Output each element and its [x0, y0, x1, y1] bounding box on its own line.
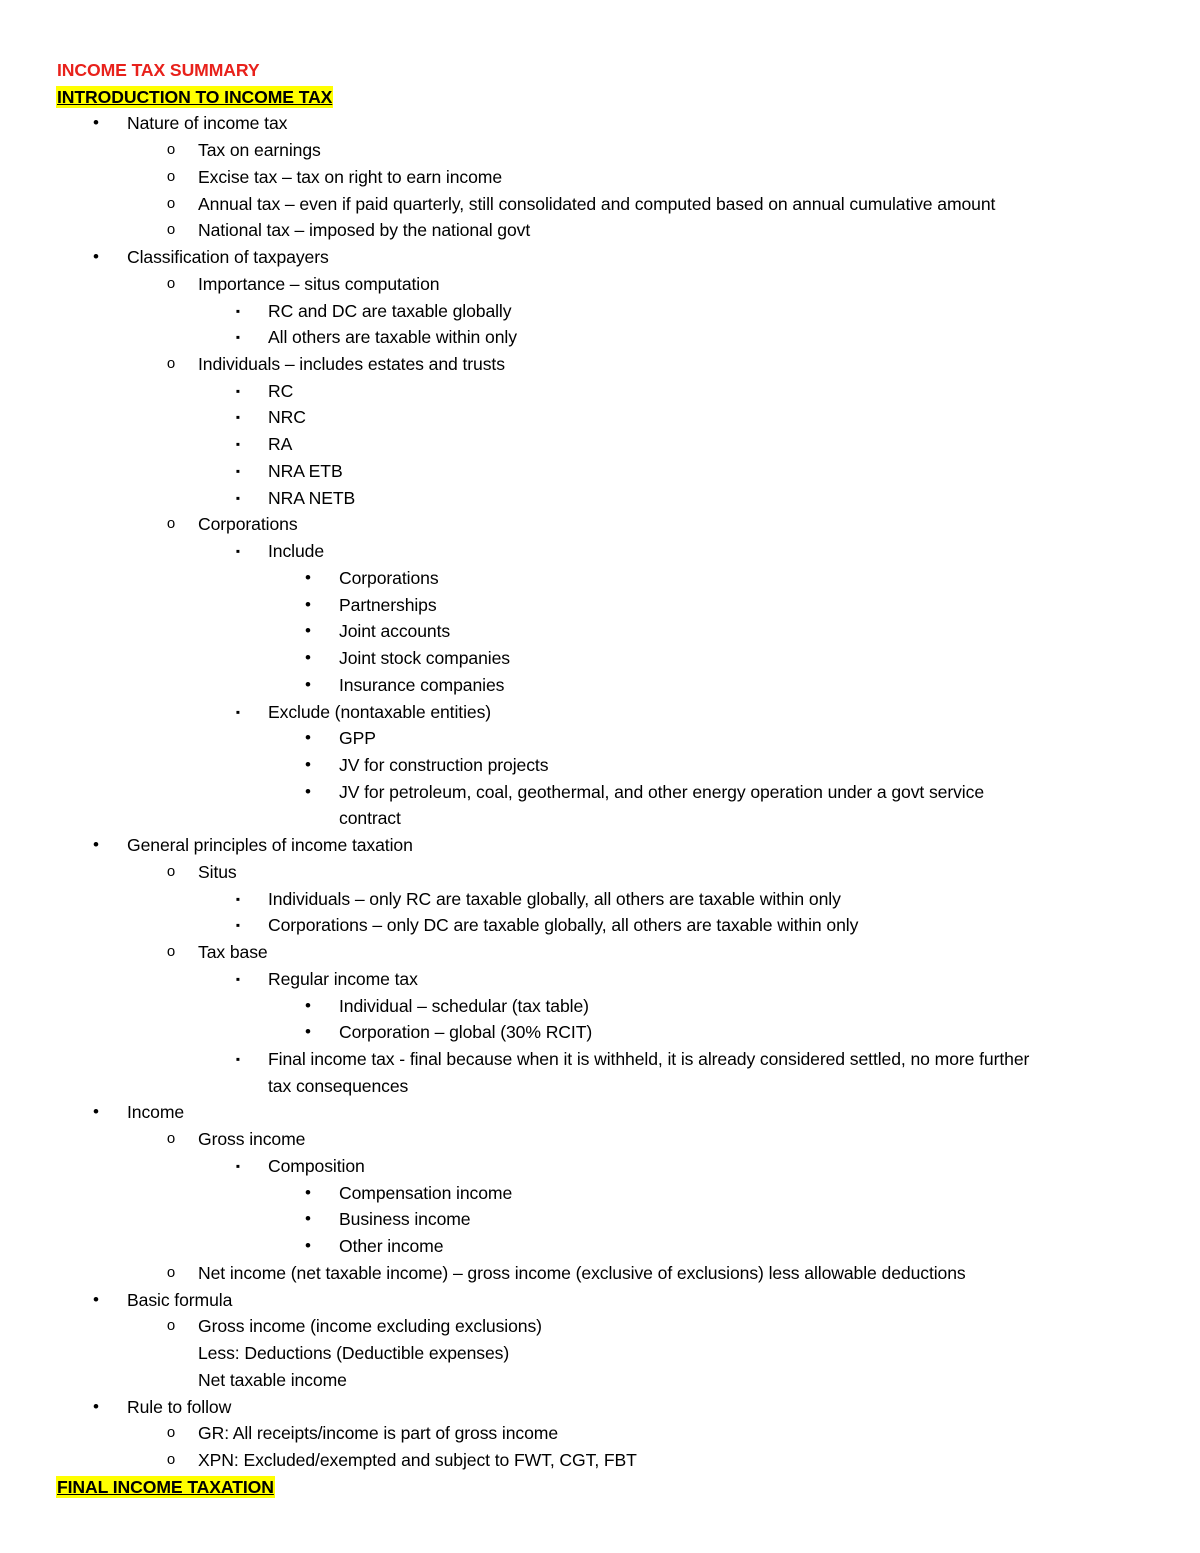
- list-bullet: •: [305, 674, 311, 694]
- list-item-text: Individuals – includes estates and trusts: [198, 354, 505, 375]
- list-item-text: Compensation income: [339, 1182, 513, 1203]
- list-item-text: National tax – imposed by the national govt: [198, 220, 531, 241]
- list-bullet: ▪: [235, 383, 241, 398]
- list-bullet: •: [93, 835, 99, 855]
- section-heading: FINAL INCOME TAXATION: [57, 1476, 274, 1497]
- list-bullet: •: [305, 754, 311, 774]
- list-bullet: o: [166, 221, 176, 239]
- list-item-text: contract: [339, 808, 401, 829]
- list-bullet: ▪: [235, 544, 241, 559]
- list-bullet: •: [305, 1022, 311, 1042]
- list-item-text: RA: [268, 434, 293, 455]
- list-bullet: o: [166, 194, 176, 212]
- list-item-text: Partnerships: [339, 594, 437, 615]
- list-item-text: Regular income tax: [268, 968, 418, 989]
- list-bullet: ▪: [235, 1158, 241, 1173]
- list-item-text: Other income: [339, 1236, 444, 1257]
- list-item-text: Situs: [198, 861, 237, 882]
- list-bullet: •: [93, 1102, 99, 1122]
- list-item-text: RC: [268, 380, 294, 401]
- list-bullet: •: [305, 1182, 311, 1202]
- list-bullet: •: [93, 247, 99, 267]
- list-bullet: o: [166, 1424, 176, 1442]
- list-item-text: GR: All receipts/income is part of gross income: [198, 1423, 559, 1444]
- list-item-text: GPP: [339, 728, 376, 749]
- list-item-text: Individual – schedular (tax table): [339, 995, 589, 1016]
- list-bullet: •: [305, 648, 311, 668]
- list-item-text: Classification of taxpayers: [127, 247, 329, 268]
- list-item-text: Final income tax - final because when it is withheld, it is already considered settled, no more further: [268, 1049, 1030, 1069]
- list-item-text: Tax on earnings: [198, 140, 321, 161]
- list-bullet: ▪: [235, 410, 241, 425]
- list-item-text: Business income: [339, 1209, 471, 1230]
- list-bullet: •: [305, 594, 311, 614]
- list-item-text: Tax base: [198, 942, 268, 963]
- list-item-text: Annual tax – even if paid quarterly, still consolidated and computed based on annual cumulative amount: [198, 193, 996, 214]
- list-bullet: ▪: [235, 303, 241, 318]
- list-item-text: RC and DC are taxable globally: [268, 300, 512, 321]
- list-bullet: ▪: [235, 1052, 241, 1066]
- list-item-text: Income: [127, 1102, 185, 1123]
- list-item-text: Less: Deductions (Deductible expenses): [198, 1343, 510, 1364]
- list-item-text: Joint stock companies: [339, 648, 510, 669]
- list-item-text: NRA NETB: [268, 487, 356, 508]
- list-bullet: •: [305, 621, 311, 641]
- list-bullet: ▪: [235, 918, 241, 933]
- list-item-text: Corporation – global (30% RCIT): [339, 1022, 593, 1043]
- list-item-text: Nature of income tax: [127, 113, 288, 134]
- list-item-text: Basic formula: [127, 1289, 233, 1310]
- list-bullet: •: [93, 1289, 99, 1309]
- list-item-text: Include: [268, 541, 325, 562]
- list-item-text: JV for construction projects: [339, 754, 549, 775]
- list-item-text: Individuals – only RC are taxable globally, all others are taxable within only: [268, 888, 841, 909]
- list-bullet: o: [166, 1130, 176, 1148]
- list-bullet: o: [166, 943, 176, 961]
- list-item-text: NRA ETB: [268, 460, 343, 481]
- list-bullet: o: [166, 1263, 176, 1281]
- list-bullet: •: [305, 728, 311, 748]
- list-bullet: o: [166, 141, 176, 159]
- list-bullet: •: [305, 1236, 311, 1256]
- list-item-text: Corporations: [198, 514, 298, 535]
- list-item-text: Importance – situs computation: [198, 273, 440, 294]
- list-bullet: o: [166, 167, 176, 185]
- list-item-text: Corporations – only DC are taxable globally, all others are taxable within only: [268, 915, 859, 936]
- list-bullet: •: [305, 995, 311, 1015]
- document-title: INCOME TAX SUMMARY: [57, 60, 260, 80]
- list-item-text: JV for petroleum, coal, geothermal, and other energy operation under a govt service: [339, 781, 984, 802]
- list-bullet: ▪: [235, 971, 241, 986]
- list-bullet: o: [166, 1317, 176, 1335]
- list-item-text: All others are taxable within only: [268, 327, 517, 348]
- list-item-text: Joint accounts: [339, 621, 451, 642]
- list-bullet: o: [166, 515, 176, 533]
- list-bullet: •: [305, 1209, 311, 1229]
- list-bullet: ▪: [235, 330, 241, 345]
- list-bullet: o: [166, 1450, 176, 1468]
- list-bullet: •: [93, 113, 99, 133]
- list-item-text: Insurance companies: [339, 674, 505, 695]
- list-bullet: ▪: [235, 704, 241, 719]
- list-item-text: Corporations: [339, 567, 439, 588]
- list-bullet: ▪: [235, 891, 241, 906]
- list-bullet: o: [166, 862, 176, 880]
- list-item-text: Composition: [268, 1155, 365, 1176]
- list-bullet: o: [166, 355, 176, 373]
- list-bullet: •: [305, 781, 311, 801]
- list-item-text: Gross income: [198, 1129, 306, 1150]
- list-item-text: tax consequences: [268, 1075, 409, 1096]
- list-item-text: XPN: Excluded/exempted and subject to FWT, CGT, FBT: [198, 1449, 637, 1470]
- list-item-text: Net taxable income: [198, 1369, 347, 1390]
- list-item-text: Exclude (nontaxable entities): [268, 701, 492, 722]
- section-heading: INTRODUCTION TO INCOME TAX: [57, 86, 333, 107]
- list-bullet: ▪: [235, 463, 241, 478]
- list-item-text: Net income (net taxable income) – gross income (exclusive of exclusions) less allowable deductions: [198, 1262, 966, 1283]
- list-item-text: Excise tax – tax on right to earn income: [198, 166, 503, 187]
- list-bullet: •: [93, 1396, 99, 1416]
- list-bullet: ▪: [235, 490, 241, 505]
- list-item-text: Rule to follow: [127, 1396, 232, 1417]
- list-bullet: •: [305, 567, 311, 587]
- list-bullet: ▪: [235, 437, 241, 452]
- list-item-text: NRC: [268, 407, 306, 428]
- list-item-text: General principles of income taxation: [127, 835, 413, 856]
- list-item-text: Gross income (income excluding exclusions): [198, 1316, 542, 1337]
- list-bullet: o: [166, 274, 176, 292]
